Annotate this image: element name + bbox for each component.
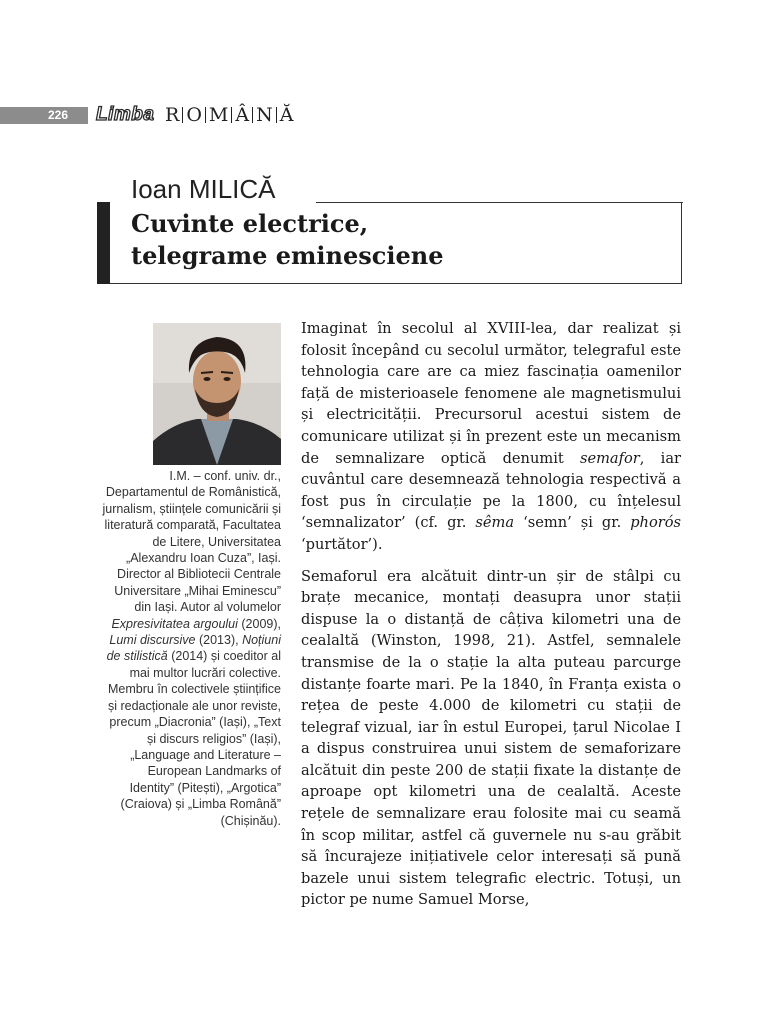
caption-book-title: Lumi discursive	[109, 633, 196, 648]
title-accent-bar	[97, 202, 110, 284]
body-term: phorós	[630, 514, 681, 532]
logo-letter: O	[186, 104, 202, 126]
body-paragraph-1	[301, 318, 681, 556]
body-text: , iar cuvântul care desemnează tehnologia respectivă a fost pus în circulație pe la 1800, cu înțelesul ‘semnalizator’ (cf. gr.	[301, 449, 682, 532]
caption-text: (2014) și coeditor al mai multor lucrări colective. Membru în colectivele științifice și redacționale ale unor reviste, precum „Diacronia” (Iași), „Text și discurs religios” (Iași), „Language and Literature – European Landmarks of Identity” (Pitești), „Argotica” (Craiova) și „Limba Română” (Chișinău).	[107, 649, 281, 828]
logo-letter: M	[208, 104, 229, 126]
body-paragraph-2: Semaforul era alcătuit dintr-un șir de stâlpi cu brațe mecanice, montați deasupra unor stații dispuse la o distanță de câțiva kilometri una de cealaltă (Winston, 1998, 21). Astfel, semnalele transmise de la o stație la alta puteau parcurge distanțe foarte mari. Pe la 1840, în Franța exista o rețea de peste 4.000 de kilometri cu stații de telegraf vizual, iar în estul Europei, țarul Nicolae I a dispus construirea unui sistem de semaforizare alcătuit din peste 200 de stații fixate la distanțe de aproape opt kilometri una de cealaltă. Aceste rețele de semnalizare erau folosite mai cu seamă în scop militar, astfel că guvernele nu s-au grăbit să încurajeze inițiativele celor interesați să pună bazele unui sistem telegrafic electric. Totuși, un pictor pe nume Samuel Morse,	[301, 567, 681, 909]
title-line-2: telegrame eminesciene	[131, 241, 444, 270]
caption-text: (2009),	[237, 616, 281, 631]
body-text: ‘semn’ și gr.	[514, 514, 631, 532]
article-body	[301, 318, 681, 921]
logo-letter: Ă	[279, 104, 294, 126]
article-title	[131, 208, 671, 272]
author-bio-caption	[100, 468, 281, 829]
body-term: semafor	[579, 449, 640, 467]
caption-text: (2013),	[195, 633, 243, 648]
body-text: Imaginat în secolul al XVIII-lea, dar realizat și folosit începând cu secolul următor, telegraful este tehnologia care are ca miez fascinația oamenilor față de misterioasele fenomene ale magnetismului și electricității. Precursorul acestui sistem de comunicare utilizat și în prezent este un mecanism de semnalizare optică denumit	[301, 320, 681, 467]
caption-book-title: Noțiuni de stilistică	[106, 633, 281, 664]
author-name: Ioan MILICĂ	[131, 174, 276, 204]
logo-letter: N	[256, 104, 273, 126]
header-band	[0, 107, 88, 124]
body-term: sêma	[475, 514, 515, 532]
magazine-logo-romana	[162, 104, 296, 126]
magazine-logo-limba: Limba	[96, 104, 155, 125]
caption-book-title: Expresivitatea argoului	[111, 616, 238, 631]
author-photo	[153, 323, 281, 465]
caption-text: I.M. – conf. univ. dr., Departamentul de Românistică, jurnalism, științele comunicării și literatură comparată, Facultatea de Litere, Universitatea „Alexandru Ioan Cuza”, Iași. Director al Bibliotecii Centrale Universitare „Mihai Eminescu” din Iași. Autor al volumelor	[102, 469, 281, 615]
body-text: ‘purtător’).	[301, 535, 383, 553]
page-number: 226	[48, 108, 69, 122]
logo-letter: R	[165, 104, 180, 126]
title-line-1: Cuvinte electrice,	[131, 209, 369, 238]
logo-letter: Â	[235, 104, 250, 126]
